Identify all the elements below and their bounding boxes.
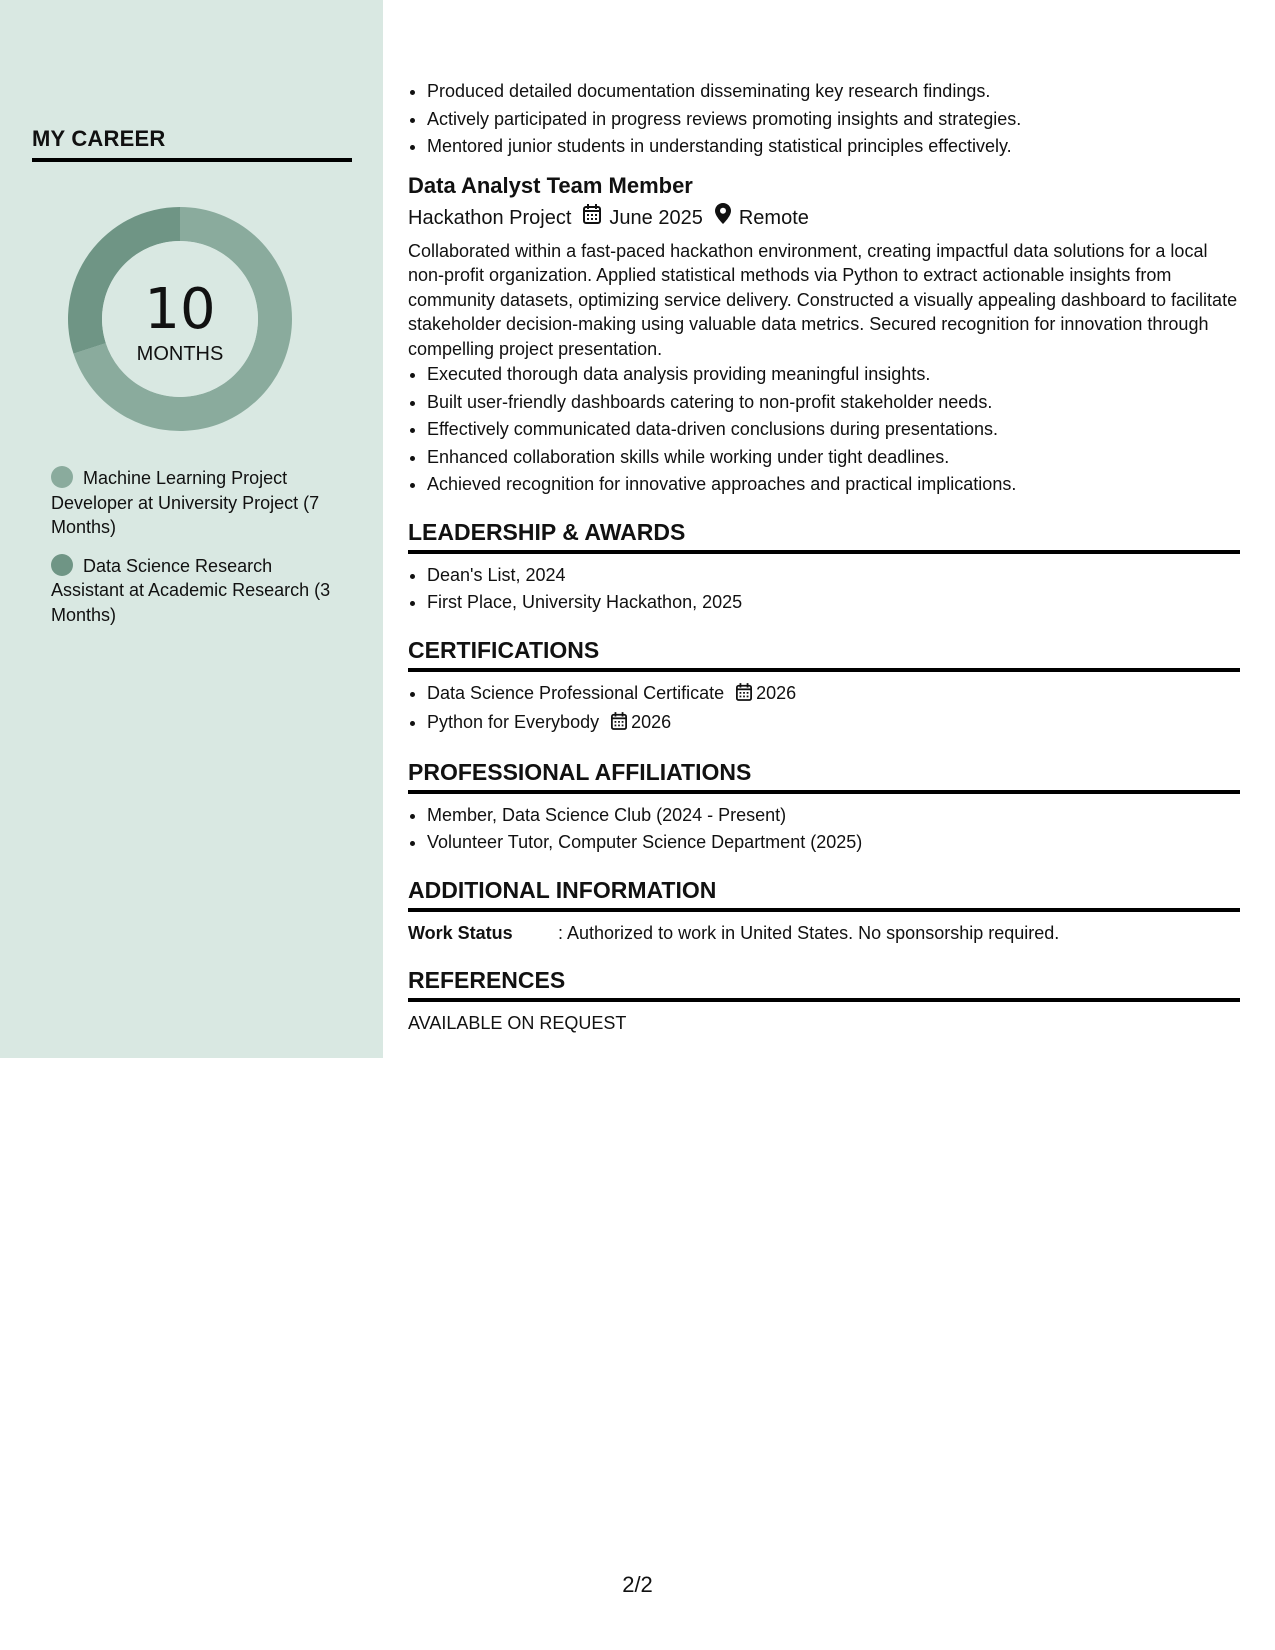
job-title: Data Analyst Team Member xyxy=(408,172,693,198)
calendar-icon xyxy=(611,711,627,739)
location-pin-icon xyxy=(715,203,731,233)
job-description: Collaborated within a fast-paced hackathon environment, creating impactful data solutions for a local non-profit organization. Applied statistical methods via Python to extract actionable insights from community datasets, optimizing service delivery. Constructed a visually appealing dashboard to facilitate stakeholder decision-making using valuable data metrics. Secured recognition for innovation through compelling project presentation. xyxy=(408,240,1238,359)
list-item: • Member, Data Science Club (2024 - Present) xyxy=(427,802,1240,830)
career-title-rule xyxy=(32,158,352,162)
list-item xyxy=(427,709,1240,739)
donut-center-label xyxy=(64,278,296,366)
list-item: • Built user-friendly dashboards catering to non-profit stakeholder needs. xyxy=(427,389,1240,417)
page-number: 2/2 xyxy=(622,1572,653,1597)
list-item: • Effectively communicated data-driven conclusions during presentations. xyxy=(427,416,1240,444)
certification-year: 2026 xyxy=(756,682,797,703)
previous-job-bullets xyxy=(408,78,1240,161)
certifications-list xyxy=(408,680,1240,739)
section-title-additional-information: ADDITIONAL INFORMATION xyxy=(408,875,1240,912)
legend-text: Machine Learning Project Developer at University Project (7 Months) xyxy=(51,468,320,537)
job-date: June 2025 xyxy=(609,206,703,229)
sidebar xyxy=(0,0,383,1058)
legend-dot-icon xyxy=(51,554,73,576)
legend-item xyxy=(51,466,341,540)
list-item: • Mentored junior students in understanding statistical principles effectively. xyxy=(427,133,1240,161)
career-title: MY CAREER xyxy=(32,126,166,151)
donut-total-unit: MONTHS xyxy=(136,343,224,365)
list-item: • Actively participated in progress reviews promoting insights and strategies. xyxy=(427,106,1240,134)
affiliations-list xyxy=(408,802,1240,857)
job-bullets xyxy=(408,361,1240,499)
legend-text: Data Science Research Assistant at Academic Research (3 Months) xyxy=(51,555,331,625)
leadership-list xyxy=(408,562,1240,617)
list-item xyxy=(427,680,1240,710)
certification-year: 2026 xyxy=(631,712,672,732)
list-item: • Executed thorough data analysis providing meaningful insights. xyxy=(427,361,1240,389)
job-meta xyxy=(408,203,1240,233)
list-item: • Dean's List, 2024 xyxy=(427,562,1240,590)
list-item: • Produced detailed documentation disseminating key research findings. xyxy=(427,78,1240,106)
list-item: • Enhanced collaboration skills while working under tight deadlines. xyxy=(427,444,1240,472)
section-title-affiliations: PROFESSIONAL AFFILIATIONS xyxy=(408,757,1240,794)
legend-dot-icon xyxy=(51,466,73,488)
section-title-references: REFERENCES xyxy=(408,965,1240,1002)
career-legend xyxy=(51,466,341,641)
legend-item xyxy=(51,554,341,628)
calendar-icon xyxy=(736,682,752,710)
list-item: • First Place, University Hackathon, 2025 xyxy=(427,589,1240,617)
job-location: Remote xyxy=(738,206,809,229)
calendar-icon xyxy=(583,203,601,233)
work-status-label: Work Status xyxy=(408,922,513,943)
section-title-certifications: CERTIFICATIONS xyxy=(408,635,1240,672)
work-status-value: : Authorized to work in United States. No sponsorship required. xyxy=(558,922,1060,943)
main-column xyxy=(408,78,1240,1037)
list-item: • Volunteer Tutor, Computer Science Department (2025) xyxy=(427,829,1240,857)
job-company: Hackathon Project xyxy=(408,206,572,229)
section-title-leadership: LEADERSHIP & AWARDS xyxy=(408,517,1240,554)
work-status-row xyxy=(408,920,1240,947)
certification-name: Data Science Professional Certificate xyxy=(427,682,725,703)
donut-total-value: 10 xyxy=(144,277,216,342)
certification-name: Python for Everybody xyxy=(427,712,600,732)
list-item: • Achieved recognition for innovative approaches and practical implications. xyxy=(427,471,1240,499)
references-text: AVAILABLE ON REQUEST xyxy=(408,1012,627,1033)
